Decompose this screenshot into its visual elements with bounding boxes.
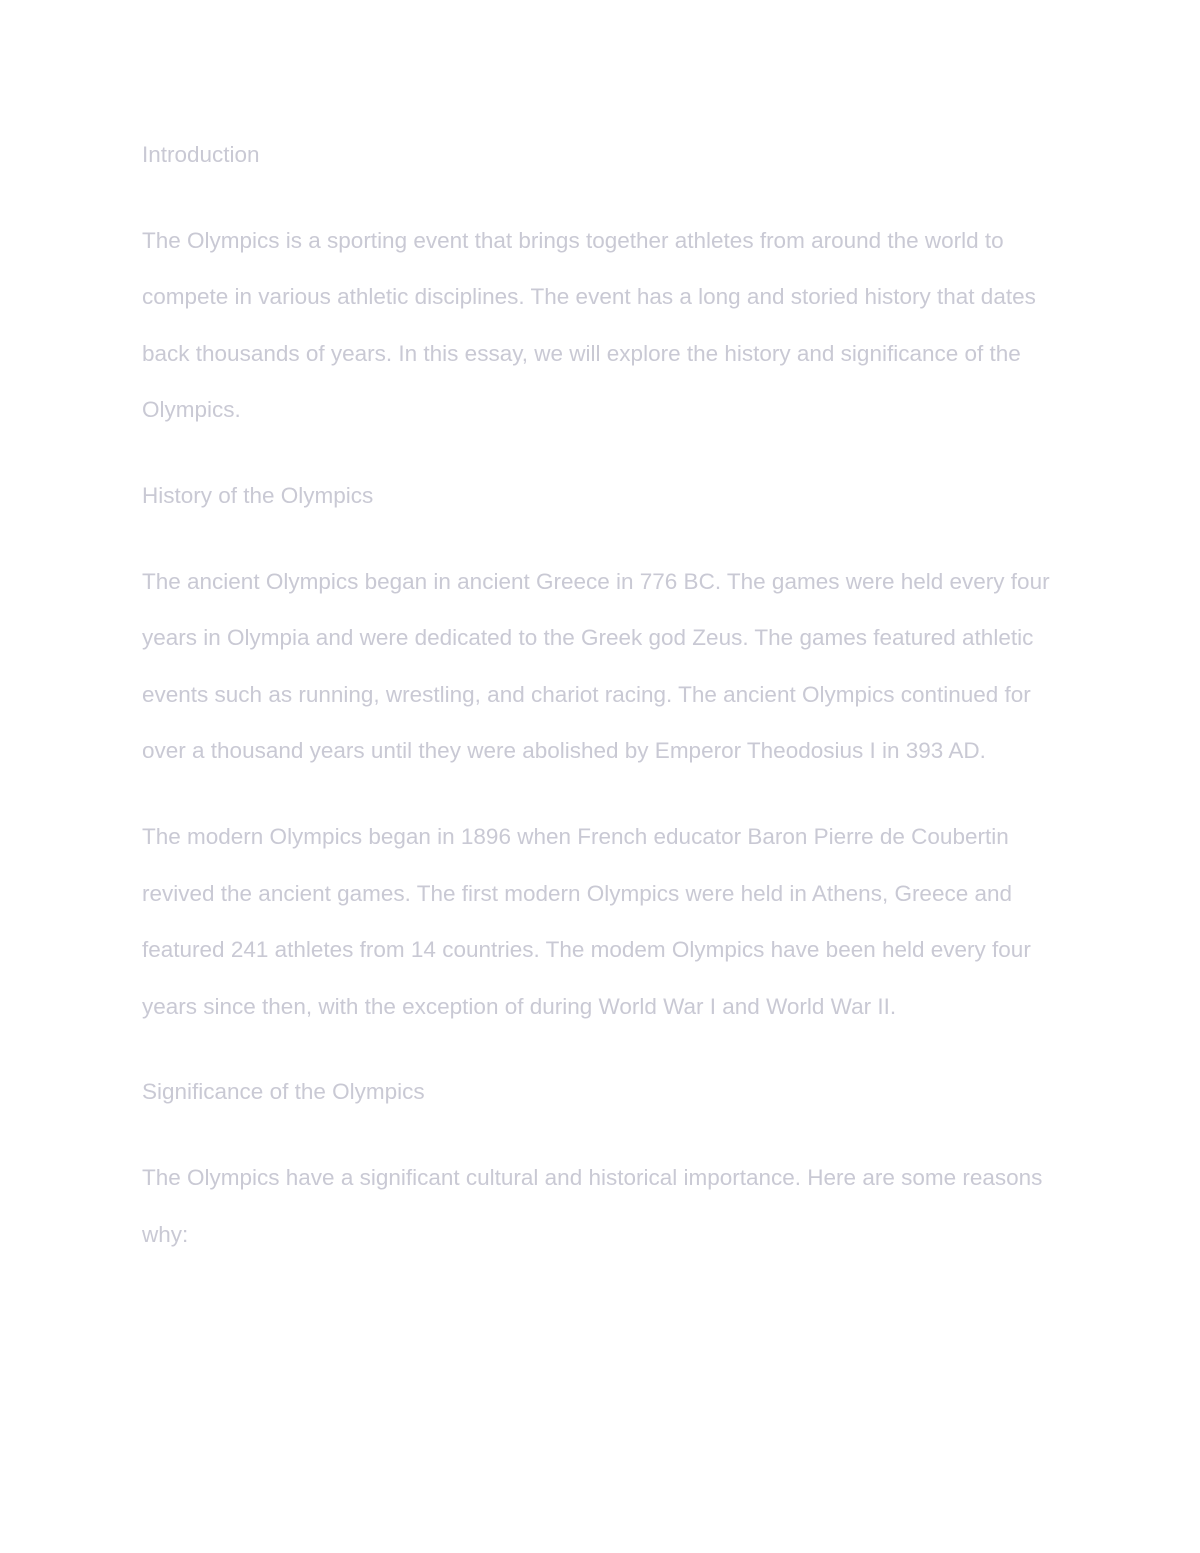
section-heading-introduction: Introduction bbox=[142, 142, 260, 167]
document-body bbox=[142, 127, 1072, 1292]
paragraph-introduction: The Olympics is a sporting event that brings together athletes from around the world to compete in various athletic disciplines. The event has a long and storied history that dates back thousands of years. In this essay, we will explore the history and significance of the Olympics. bbox=[142, 227, 1036, 423]
paragraph-ancient-olympics: The ancient Olympics began in ancient Greece in 776 BC. The games were held every four years in Olympia and were dedicated to the Greek god Zeus. The games featured athletic events such as running, wrestling, and chariot racing. The ancient Olympics continued for over a thousand years until they were abolished by Emperor Theodosius I in 393 AD. bbox=[142, 568, 1050, 764]
section-heading-history: History of the Olympics bbox=[142, 482, 374, 508]
section-heading-significance: Significance of the Olympics bbox=[142, 1079, 425, 1105]
paragraph-modern-olympics: The modern Olympics began in 1896 when French educator Baron Pierre de Coubertin revived the ancient games. The first modern Olympics were held in Athens, Greece and featured 241 athletes from 14 countries. The modem Olympics have been held every four years since then, with the exception of during World War I and World War II. bbox=[142, 823, 1031, 1019]
paragraph-significance: The Olympics have a significant cultural and historical importance. Here are some reasons why: bbox=[142, 1164, 1043, 1247]
